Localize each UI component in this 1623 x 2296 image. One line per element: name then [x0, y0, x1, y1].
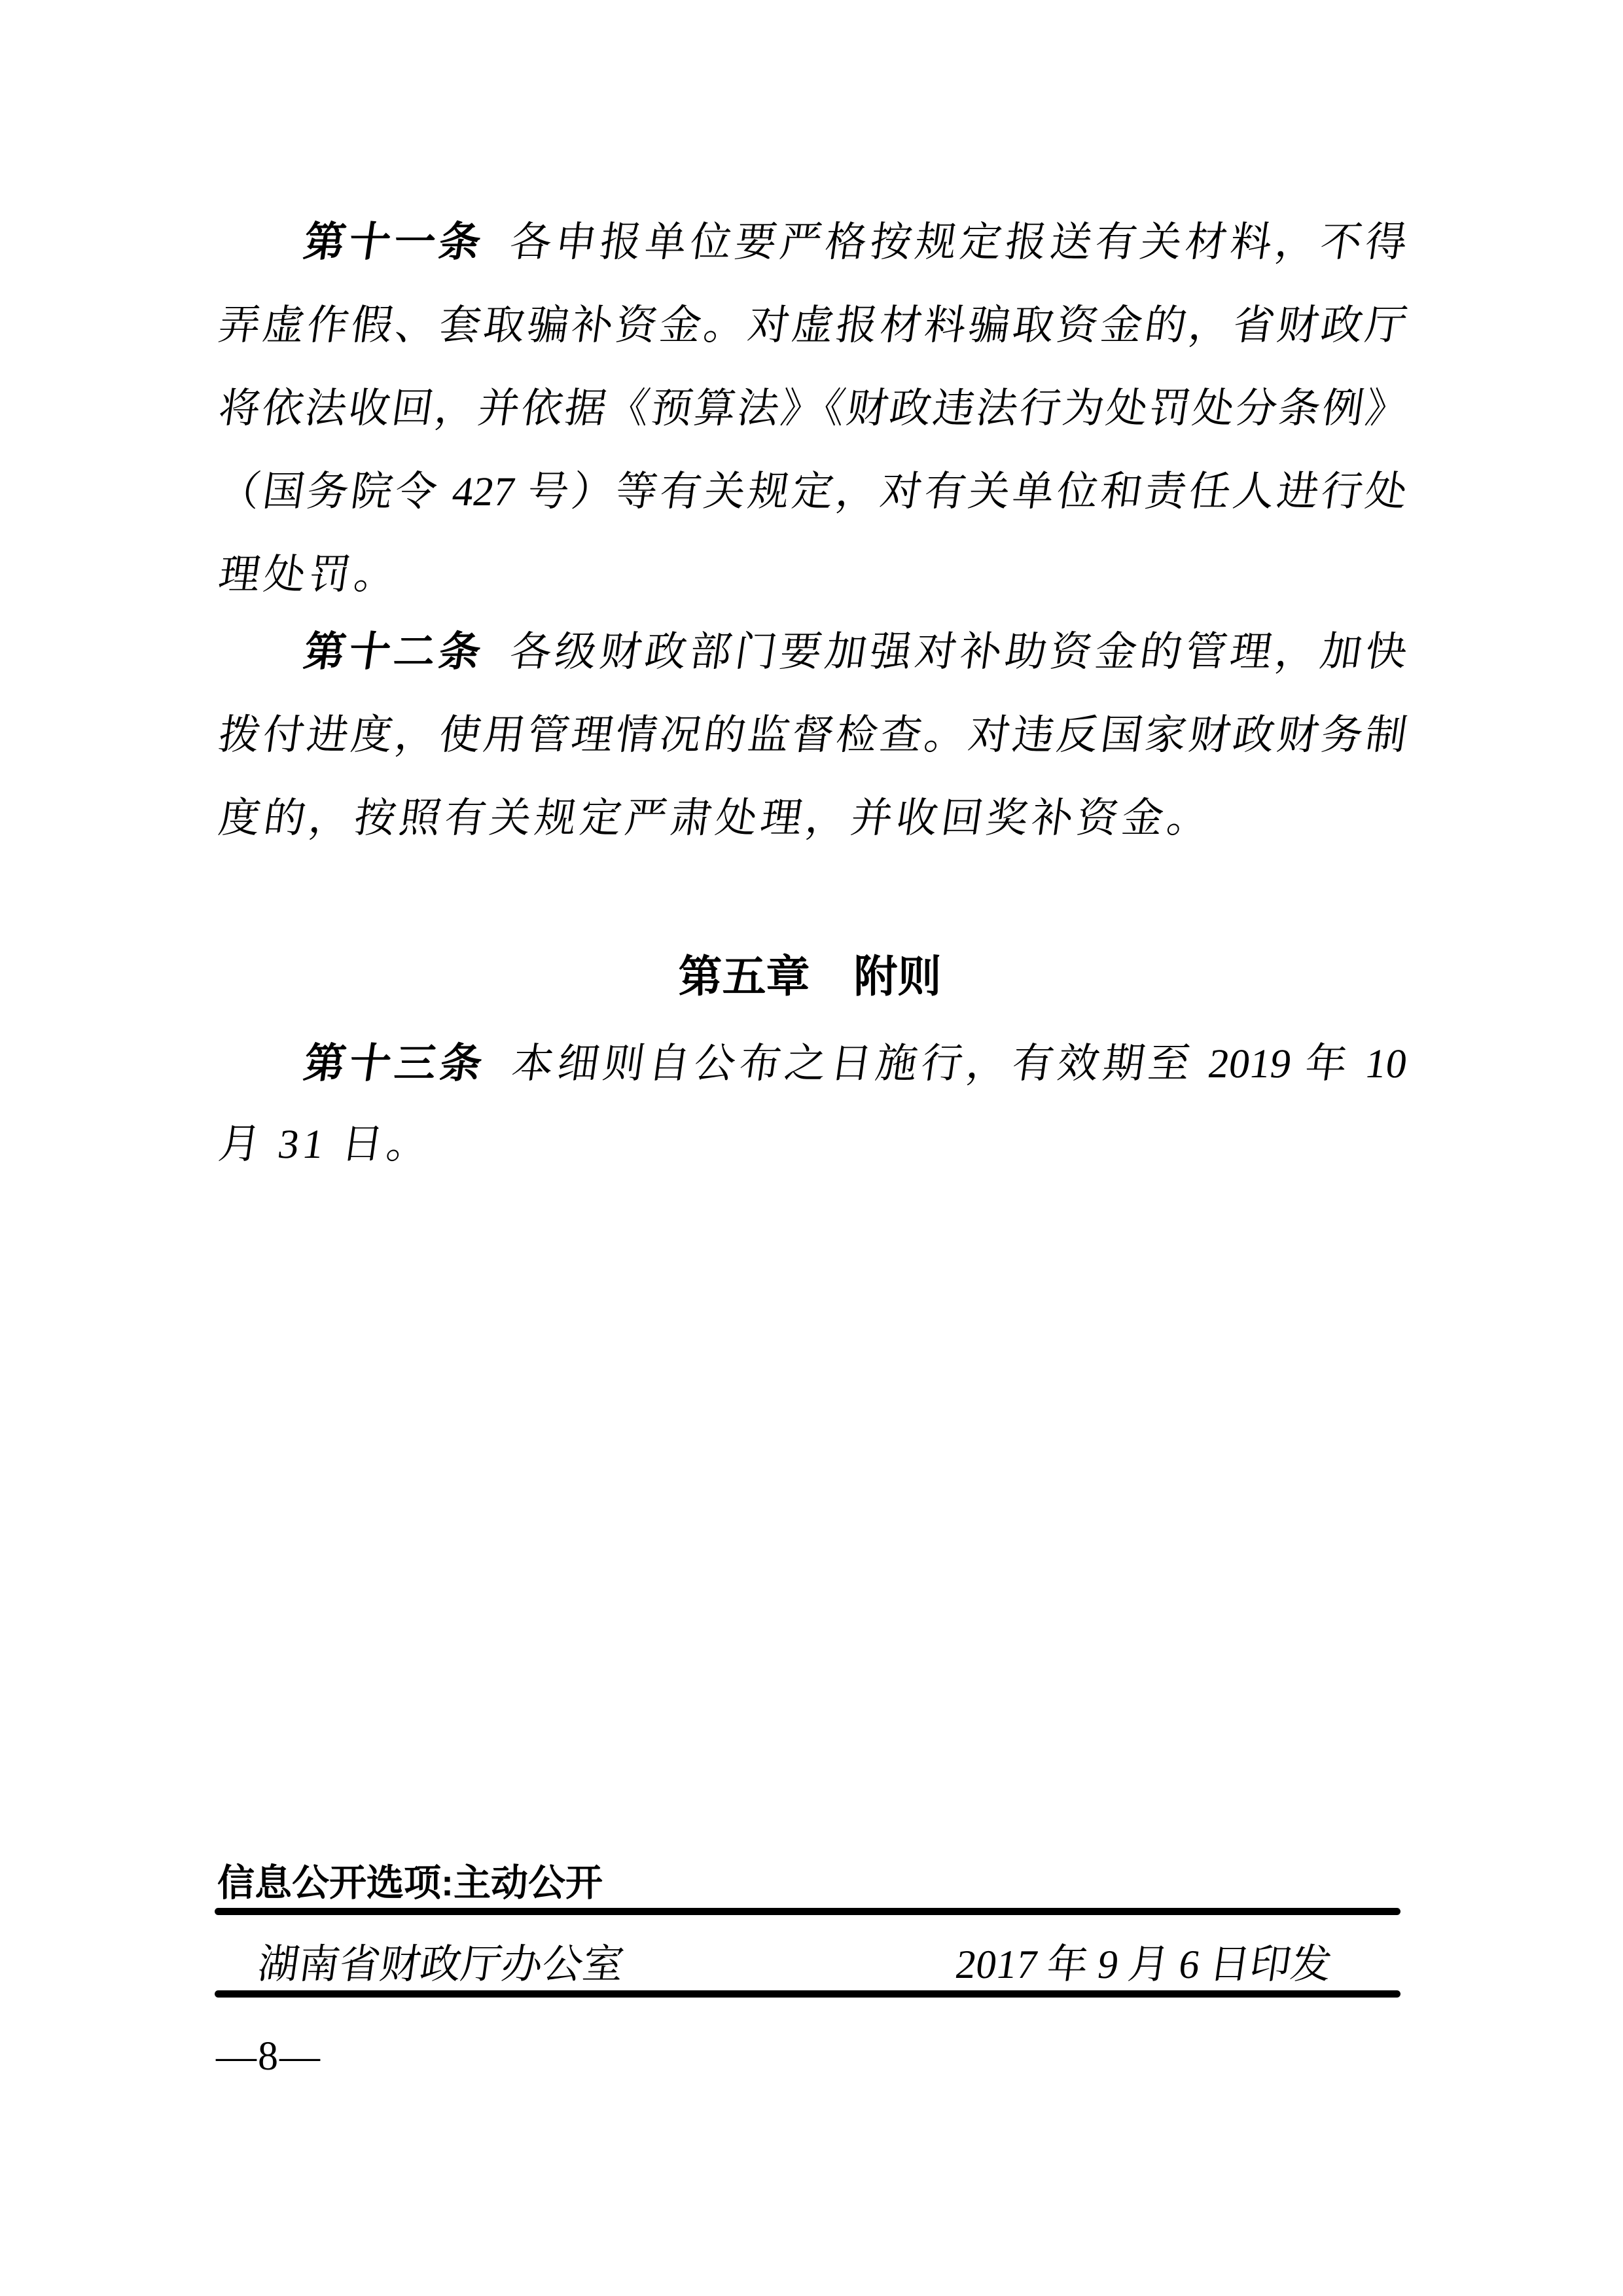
- article-13-line-2: [215, 1121, 436, 1167]
- article-12-text-2: 拨付进度，使用管理情况的监督检查。对违反国家财政财务制: [215, 712, 1410, 758]
- article-11-line-3: [215, 386, 1410, 431]
- article-13-text-1: 本细则自公布之日施行，有效期至 2019 年 10: [505, 1041, 1410, 1086]
- article-11-text-5: 理处罚。: [215, 552, 403, 598]
- article-11-text-4: （国务院令 427 号）等有关规定，对有关单位和责任人进行处: [215, 469, 1410, 514]
- article-11-label: 第十一条: [300, 219, 488, 265]
- disclosure-note: 信息公开选项:主动公开: [217, 1862, 603, 1904]
- article-13-line-1: [300, 1041, 1410, 1086]
- article-13-text-2: 月 31 日。: [215, 1121, 436, 1167]
- issuing-office: 湖南省财政厅办公室: [255, 1943, 627, 1987]
- article-12-line-1: [300, 629, 1410, 675]
- footer-rule-top: [215, 1908, 1400, 1915]
- print-date: 2017 年 9 月 6 日印发: [953, 1943, 1335, 1987]
- article-12-text-1: 各级财政部门要加强对补助资金的管理，加快: [503, 629, 1410, 675]
- chapter-5-heading: 第五章 附则: [678, 952, 942, 1001]
- article-12-line-2: [215, 712, 1410, 758]
- footer-rule-bottom: [215, 1990, 1400, 1998]
- article-13-label: 第十三条: [300, 1041, 490, 1086]
- article-12-line-3: [215, 795, 1216, 841]
- article-11-text-3: 将依法收回，并依据《预算法》《财政违法行为处罚处分条例》: [215, 386, 1410, 431]
- article-11-line-2: [215, 302, 1410, 348]
- article-11-line-5: [215, 552, 403, 598]
- page-number: —8—: [216, 2034, 321, 2079]
- article-12-label: 第十二条: [300, 629, 488, 675]
- article-11-text-1: 各申报单位要严格按规定报送有关材料，不得: [503, 219, 1410, 265]
- article-11-text-2: 弄虚作假、套取骗补资金。对虚报材料骗取资金的，省财政厅: [215, 302, 1410, 348]
- article-11-line-4: [215, 469, 1410, 514]
- article-12-text-3: 度的，按照有关规定严肃处理，并收回奖补资金。: [215, 795, 1216, 841]
- article-11-line-1: [300, 219, 1410, 265]
